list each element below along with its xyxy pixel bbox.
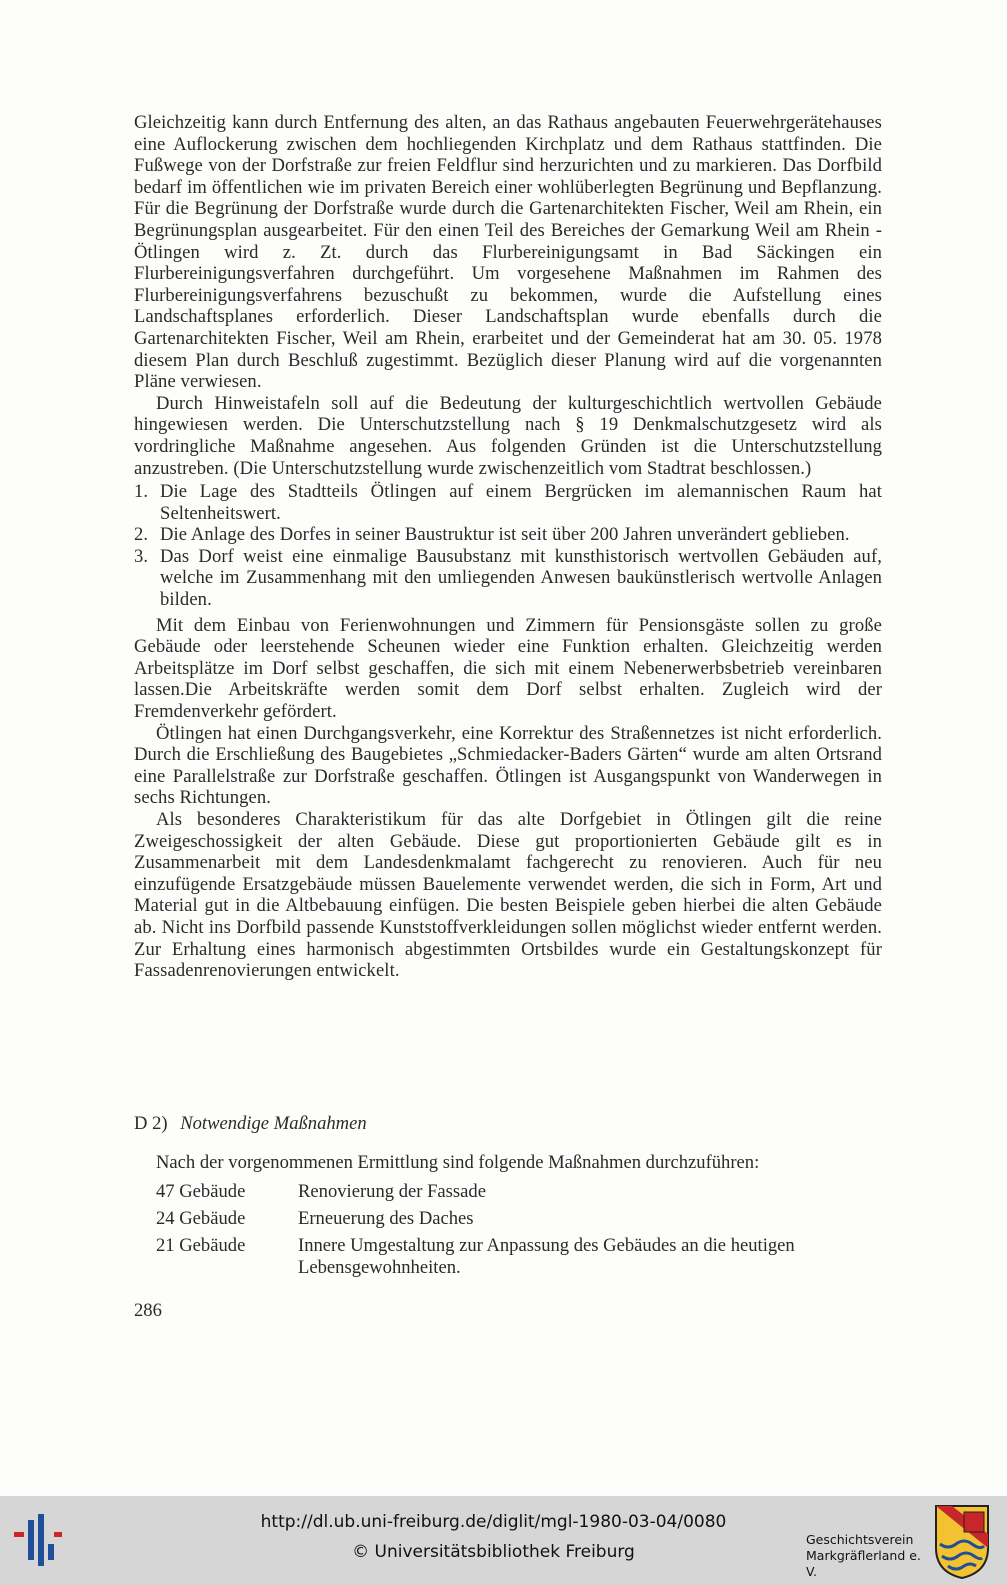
list-text: Die Anlage des Dorfes in seiner Baustruktur ist seit über 200 Jahren unverändert geblieben. [160, 524, 850, 546]
list-text: Die Lage des Stadtteils Ötlingen auf einem Bergrücken im alemannischen Raum hat Seltenheitswert. [160, 481, 882, 524]
list-item [134, 524, 882, 546]
list-number: 1. [134, 481, 149, 503]
org-line-2: Markgräflerland e. V. [806, 1548, 921, 1579]
measure-quantity: 47 Gebäude [156, 1181, 246, 1202]
measures-table [156, 1181, 796, 1284]
footer-bar [0, 1496, 1007, 1585]
table-row [156, 1208, 796, 1230]
measure-description: Erneuerung des Daches [298, 1208, 474, 1230]
organisation-name [806, 1532, 932, 1580]
paragraph: Ötlingen hat einen Durchgangsverkehr, eine Korrektur des Straßennetzes ist nicht erforderlich. Durch die Erschließung des Baugebietes „Schmiedacker-Baders Gärten“ wurde am alten Ortsrand eine Parallelstraße zur Dorfstraße geschaffen. Ötlingen ist Ausgangspunkt von Wanderwegen in sechs Richtungen. [134, 722, 882, 809]
measure-description: Renovierung der Fassade [298, 1181, 486, 1202]
measure-quantity: 21 Gebäude [156, 1235, 246, 1257]
section-intro: Nach der vorgenommenen Ermittlung sind folgende Maßnahmen durchzuführen: [156, 1152, 760, 1173]
list-item [134, 481, 882, 524]
section-heading [134, 1113, 367, 1135]
list-number: 3. [134, 545, 149, 567]
paragraph: Gleichzeitig kann durch Entfernung des alten, an das Rathaus angebauten Feuerwehrgerätehauses eine Auflockerung zwischen dem hochliegenden Kirchplatz und dem Rathaus stattfinden. Die Fußwege von der Dorfstraße zur freien Feldflur sind herzurichten und zu markieren. Das Dorfbild bedarf im öffentlichen wie im privaten Bereich einer wohlüberlegten Begrünung und Bepflanzung. Für die Begrünung der Dorfstraße wurde durch die Gartenarchitekten Fischer, Weil am Rhein, ein Begrünungsplan ausgearbeitet. Für den einen Teil des Bereiches der Gemarkung Weil am Rhein - Ötlingen wird z. Zt. durch das Flurbereinigungsamt in Bad Säckingen ein Flurbereinigungsverfahren durchgeführt. Um vorgesehene Maßnahmen im Rahmen des Flurbereinigungsverfahrens bezuschußt zu bekommen, wurde die Aufstellung eines Landschaftsplanes erforderlich. Dieser Landschaftsplan wurde ebenfalls durch die Gartenarchitekten Fischer, Weil am Rhein, erarbeitet und der Gemeinderat hat am 30. 05. 1978 diesem Plan durch Beschluß zugestimmt. Bezüglich dieser Planung wird auf die vorgenannten Pläne verwiesen. [134, 112, 882, 393]
paragraph: Durch Hinweistafeln soll auf die Bedeutung der kulturgeschichtlich wertvollen Gebäude hingewiesen werden. Die Unterschutzstellung nach § 19 Denkmalschutzgesetz wird als vordringliche Maßnahme angesehen. Aus folgenden Gründen ist die Unterschutzstellung anzustreben. (Die Unterschutzstellung wurde zwischenzeitlich vom Stadtrat beschlossen.) [134, 392, 882, 479]
measure-description: Innere Umgestaltung zur Anpassung des Gebäudes an die heutigen Lebensgewohnheiten. [298, 1235, 795, 1278]
measure-quantity: 24 Gebäude [156, 1208, 246, 1230]
source-url-link[interactable]: http://dl.ub.uni-freiburg.de/diglit/mgl-1980-03-04/0080 [260, 1512, 727, 1532]
paragraph: Als besonderes Charakteristikum für das alte Dorfgebiet in Ötlingen gilt die reine Zweigeschossigkeit der alten Gebäude. Diese gut proportionierten Gebäude gilt es in Zusammenarbeit mit dem Landesdenkmalamt fachgerecht zu renovieren. Auch für neu einzufügende Ersatzgebäude müssen Bauelemente verwendet werden, die sich in Form, Art und Material gut in die Altbebauung einfügen. Die besten Beispiele geben hierbei die alten Gebäude ab. Nicht ins Dorfbild passende Kunststoffverkleidungen sollen möglichst wieder entfernt werden. Zur Erhaltung eines harmonisch abgestimmten Ortsbildes wurde ein Gestaltungskonzept für Fassadenrenovierungen entwickelt. [134, 809, 882, 982]
page-number: 286 [134, 1300, 162, 1321]
paragraph: Mit dem Einbau von Ferienwohnungen und Zimmern für Pensionsgäste sollen zu große Gebäude oder leerstehende Scheunen wieder eine Funktion erhalten. Gleichzeitig werden Arbeitsplätze im Dorf selbst geschaffen, die sich mit einem Nebenerwerbsbetrieb vereinbaren lassen.Die Arbeitskräfte werden somit dem Dorf selbst erhalten. Zugleich wird der Fremdenverkehr gefördert. [134, 614, 882, 723]
coat-of-arms-icon [934, 1504, 990, 1580]
section-code: D 2) [134, 1113, 168, 1134]
reasons-list [134, 481, 882, 611]
copyright-text: © Universitätsbibliothek Freiburg [352, 1542, 635, 1562]
list-item [134, 546, 882, 611]
list-number: 2. [134, 524, 149, 546]
body-text [134, 112, 882, 982]
org-line-1: Geschichtsverein [806, 1532, 914, 1547]
table-row [156, 1235, 796, 1278]
section-title: Notwendige Maßnahmen [180, 1113, 367, 1134]
list-text: Das Dorf weist eine einmalige Bausubstanz mit kunsthistorisch wertvollen Gebäuden auf, welche im Zusammenhang mit den umliegenden Anwesen baukünstlerisch wertvolle Anlagen bilden. [160, 545, 882, 611]
table-row [156, 1181, 796, 1203]
